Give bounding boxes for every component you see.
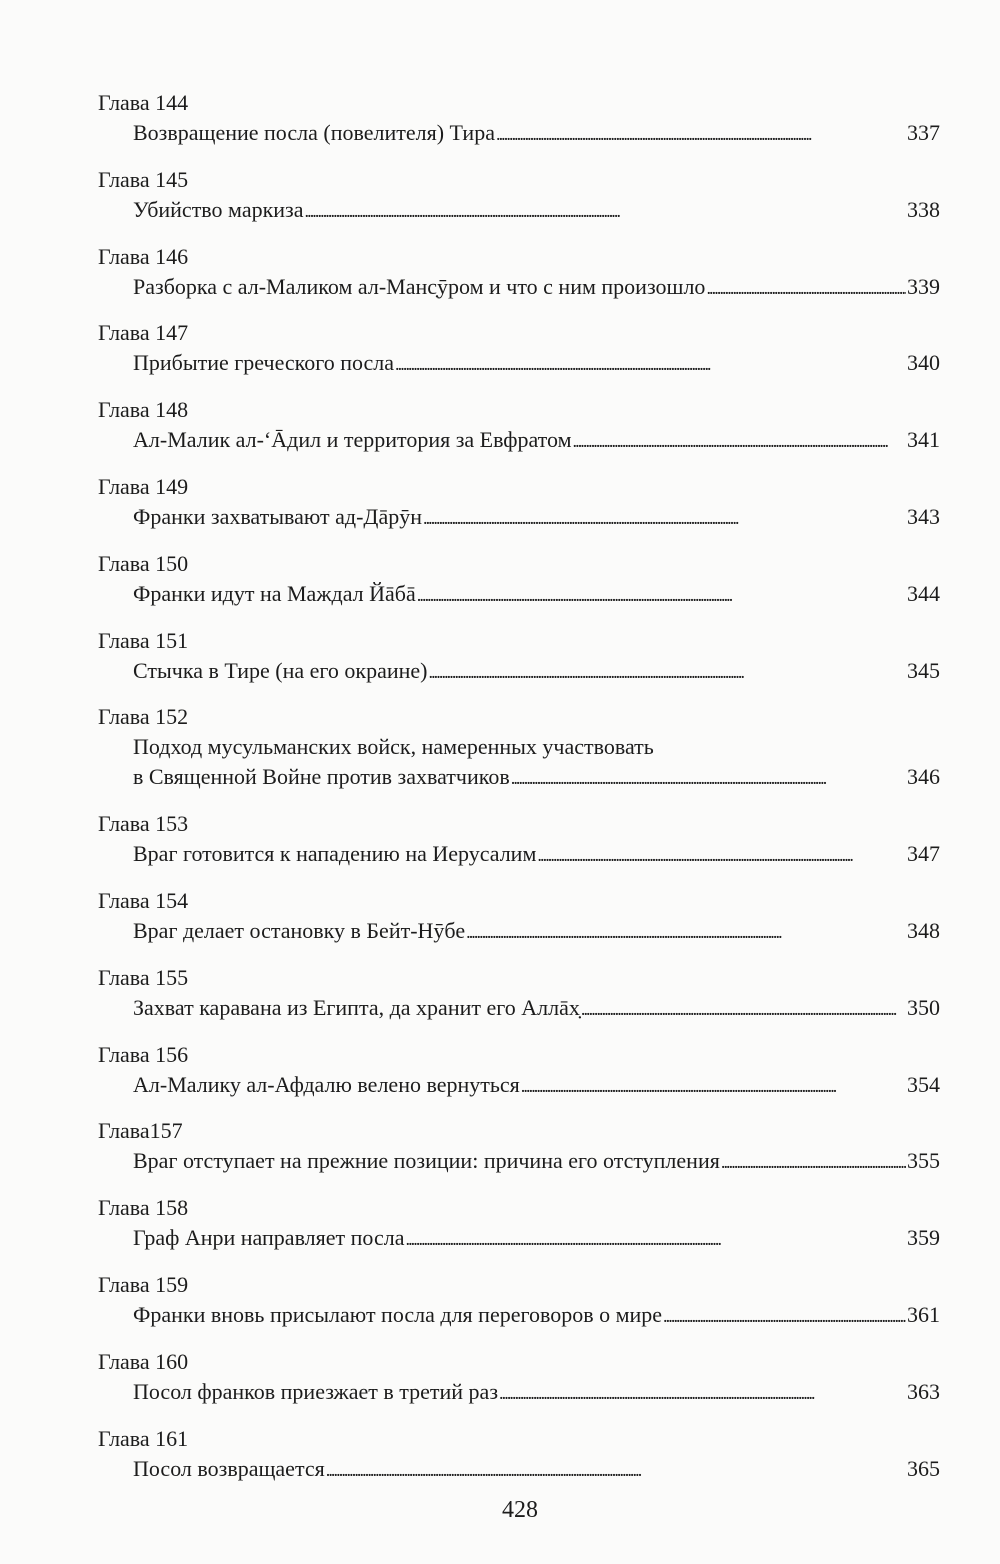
dot-leader <box>423 502 906 533</box>
toc-entry <box>98 242 940 303</box>
dot-leader <box>305 195 907 226</box>
chapter-title: Враг делает остановку в Бейт-Нӯбе <box>133 917 466 943</box>
chapter-page-number: 355 <box>907 1148 940 1174</box>
chapter-page-number: 338 <box>907 196 940 222</box>
chapter-heading: Глава 159 <box>98 1271 189 1297</box>
chapter-title: Франки идут на Маждал Йāбā <box>133 580 416 606</box>
chapter-heading: Глава 150 <box>98 550 189 576</box>
chapter-heading: Глава 149 <box>98 473 189 499</box>
chapter-title-row <box>133 579 940 610</box>
toc-entry <box>98 626 940 687</box>
chapter-heading: Глава 148 <box>98 397 189 423</box>
dot-leader <box>417 579 906 610</box>
toc-entry <box>98 963 940 1024</box>
toc-entry <box>98 702 940 793</box>
dot-leader <box>573 425 907 456</box>
dot-leader <box>428 656 906 687</box>
chapter-heading: Глава 156 <box>98 1041 189 1067</box>
dot-leader <box>521 1070 906 1101</box>
dot-leader <box>663 1300 906 1331</box>
toc-entry <box>98 1193 940 1254</box>
toc-entry <box>98 1347 940 1408</box>
chapter-title: Стычка в Тире (на его окраине) <box>133 657 428 683</box>
chapter-page-number: 344 <box>907 580 940 606</box>
toc-entry <box>98 1424 940 1485</box>
chapter-title: Враг отступает на прежние позиции: причина его отступления <box>133 1148 720 1174</box>
chapter-page-number: 346 <box>907 764 940 790</box>
toc-entry <box>98 472 940 533</box>
toc-entry <box>98 165 940 226</box>
chapter-title-row <box>133 762 940 793</box>
chapter-page-number: 340 <box>907 350 940 376</box>
chapter-title-row <box>133 502 940 533</box>
toc-entry <box>98 809 940 870</box>
chapter-page-number: 341 <box>907 427 940 453</box>
chapter-heading: Глава 152 <box>98 704 189 730</box>
toc-entry <box>98 395 940 456</box>
chapter-page-number: 350 <box>907 994 940 1020</box>
chapter-page-number: 359 <box>907 1225 940 1251</box>
chapter-title: Захват каравана из Египта, да хранит его Аллāх̣ <box>133 994 580 1020</box>
dot-leader <box>326 1454 906 1485</box>
toc-entry <box>98 1270 940 1331</box>
chapter-title: Посол возвращается <box>133 1455 325 1481</box>
chapter-title-row <box>133 1070 940 1101</box>
dot-leader <box>395 348 906 379</box>
chapter-page-number: 348 <box>907 917 940 943</box>
chapter-title: Убийство маркиза <box>133 196 304 222</box>
dot-leader <box>721 1146 906 1177</box>
dot-leader <box>405 1223 906 1254</box>
dot-leader <box>466 916 906 947</box>
chapter-page-number: 365 <box>907 1455 940 1481</box>
chapter-title: в Священной Войне против захватчиков <box>133 764 510 790</box>
chapter-title-row <box>133 1454 940 1485</box>
chapter-heading: Глава 158 <box>98 1195 189 1221</box>
chapter-page-number: 345 <box>907 657 940 683</box>
chapter-title-row <box>133 916 940 947</box>
chapter-page-number: 354 <box>907 1071 940 1097</box>
chapter-title: Прибытие греческого посла <box>133 350 395 376</box>
chapter-title-row <box>133 1377 940 1408</box>
chapter-heading: Глава 153 <box>98 811 189 837</box>
dot-leader <box>706 272 906 303</box>
chapter-heading: Глава 145 <box>98 166 189 192</box>
table-of-contents <box>98 88 940 1500</box>
chapter-title-row <box>133 195 940 226</box>
chapter-title: Разборка с ал-Маликом ал-Манс̣ӯром и что с ним произошло <box>133 273 706 299</box>
chapter-heading: Глава 155 <box>98 964 189 990</box>
chapter-title: Франки вновь присылают посла для переговоров о мире <box>133 1301 663 1327</box>
dot-leader <box>496 118 906 149</box>
chapter-heading: Глава 144 <box>98 90 189 115</box>
dot-leader <box>511 762 906 793</box>
dot-leader <box>581 993 906 1024</box>
chapter-heading: Глава 151 <box>98 627 189 653</box>
page-number: 428 <box>502 1497 538 1523</box>
chapter-title-row <box>133 425 940 456</box>
chapter-page-number: 337 <box>907 120 940 145</box>
chapter-title: Ал-Малику ал-Афдалю велено вернуться <box>133 1071 520 1097</box>
chapter-title-row <box>133 272 940 303</box>
chapter-title: Посол франков приезжает в третий раз <box>133 1378 499 1404</box>
dot-leader <box>499 1377 906 1408</box>
chapter-heading: Глава 161 <box>98 1425 189 1451</box>
chapter-title: Ал-Малик ал-‘Āдил и территория за Евфратом <box>133 427 572 453</box>
chapter-page-number: 347 <box>907 841 940 867</box>
chapter-title-row <box>133 1300 940 1331</box>
chapter-page-number: 339 <box>907 273 940 299</box>
toc-entry <box>98 88 940 149</box>
chapter-heading: Глава 154 <box>98 887 189 913</box>
chapter-title-row <box>133 839 940 870</box>
toc-entry <box>98 318 940 379</box>
chapter-title-row <box>133 993 940 1024</box>
toc-entry <box>98 549 940 610</box>
chapter-title-row <box>133 348 940 379</box>
chapter-page-number: 343 <box>907 503 940 529</box>
chapter-page-number: 361 <box>907 1301 940 1327</box>
chapter-heading: Глава 147 <box>98 320 189 346</box>
chapter-title: Возвращение посла (повелителя) Тира <box>133 120 495 145</box>
chapter-heading: Глава 146 <box>98 243 189 269</box>
chapter-title-row <box>133 118 940 149</box>
chapter-heading: Глава 160 <box>98 1348 189 1374</box>
toc-entry <box>98 886 940 947</box>
dot-leader <box>537 839 906 870</box>
chapter-title-row <box>133 1146 940 1177</box>
chapter-title-row <box>133 1223 940 1254</box>
chapter-page-number: 363 <box>907 1378 940 1404</box>
chapter-title: Франки захватывают ад-Дāрӯн <box>133 503 422 529</box>
chapter-title-line: Подход мусульманских войск, намеренных участвовать <box>133 734 654 760</box>
toc-entry <box>98 1040 940 1101</box>
chapter-heading: Глава157 <box>98 1118 183 1144</box>
chapter-title: Граф Анри направляет посла <box>133 1225 405 1251</box>
chapter-title-row <box>133 656 940 687</box>
toc-entry <box>98 1116 940 1177</box>
chapter-title: Враг готовится к нападению на Иерусалим <box>133 841 537 867</box>
